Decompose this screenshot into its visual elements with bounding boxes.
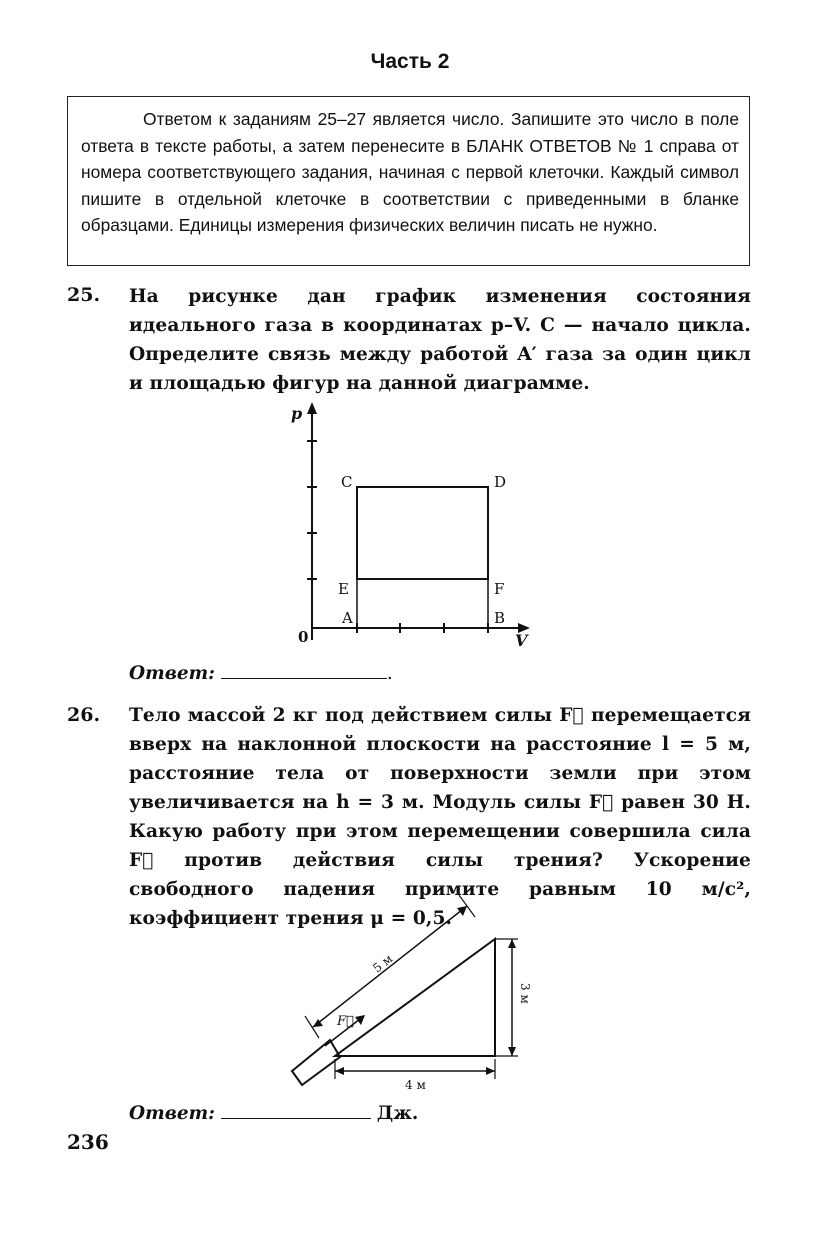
point-c-label: C <box>341 473 353 491</box>
instructions-box: Ответом к заданиям 25–27 является число. Запишите это число в поле ответа в тексте работы, а затем перенесите в БЛАНК ОТВЕТОВ № 1 справа от номера соответствующего задания, начиная с первой клеточки. Каждый символ пишите в отдельной клеточке в соответствии с приведенными в бланке образцами. Единицы измерения физических величин писать не нужно. <box>67 96 750 266</box>
point-a-label: A <box>342 609 353 627</box>
task-26-number: 26. <box>67 704 101 726</box>
v-axis-label: V <box>515 631 528 650</box>
answer-label: Ответ: <box>129 1103 216 1124</box>
point-b-label: B <box>494 609 506 627</box>
origin-label: 0 <box>298 628 309 646</box>
point-d-label: D <box>494 473 507 491</box>
task-25-answer-field[interactable] <box>221 662 387 679</box>
base-label: 4 м <box>405 1078 426 1092</box>
p-axis-label: p <box>291 404 303 423</box>
section-title: Часть 2 <box>370 50 450 73</box>
task-26-answer-field[interactable] <box>221 1102 371 1119</box>
task-25-text: На рисунке дан график изменения состояния идеального газа в координатах p–V. C — начало цикла. Определите связь между работой A′ газа за один цикл и площадью фигур на данной диаграмме. <box>129 286 751 394</box>
answer-label: Ответ: <box>129 663 216 684</box>
incline-triangle <box>335 939 495 1056</box>
pv-diagram <box>280 400 540 655</box>
force-label: F⃗ <box>337 1014 354 1029</box>
length-label: 5 м <box>370 951 396 976</box>
point-f-label: F <box>494 580 505 598</box>
page-number: 236 <box>67 1130 109 1154</box>
task-26-text: Тело массой 2 кг под действием силы F⃗ перемещается вверх на наклонной плоскости на расстояние l = 5 м, расстояние тела от поверхности земли при этом увеличивается на h = 3 м. Модуль силы F⃗ равен 30 Н. Какую работу при этом перемещении совершила сила F⃗ против действия силы трения? Ускорение свободного падения примите равным 10 м/с², коэффициент трения μ = 0,5. <box>129 705 751 929</box>
point-e-label: E <box>338 580 349 598</box>
height-label: 3 м <box>518 983 532 1004</box>
task-25-number: 25. <box>67 284 101 306</box>
p-axis-arrow <box>307 402 317 414</box>
block <box>292 1040 340 1085</box>
answer-unit: Дж. <box>376 1103 419 1124</box>
answer-suffix: . <box>386 663 393 684</box>
task-26-answer <box>129 1102 418 1124</box>
cycle-rectangle <box>357 487 488 579</box>
task-25-answer <box>129 662 393 684</box>
incline-diagram <box>285 895 545 1095</box>
